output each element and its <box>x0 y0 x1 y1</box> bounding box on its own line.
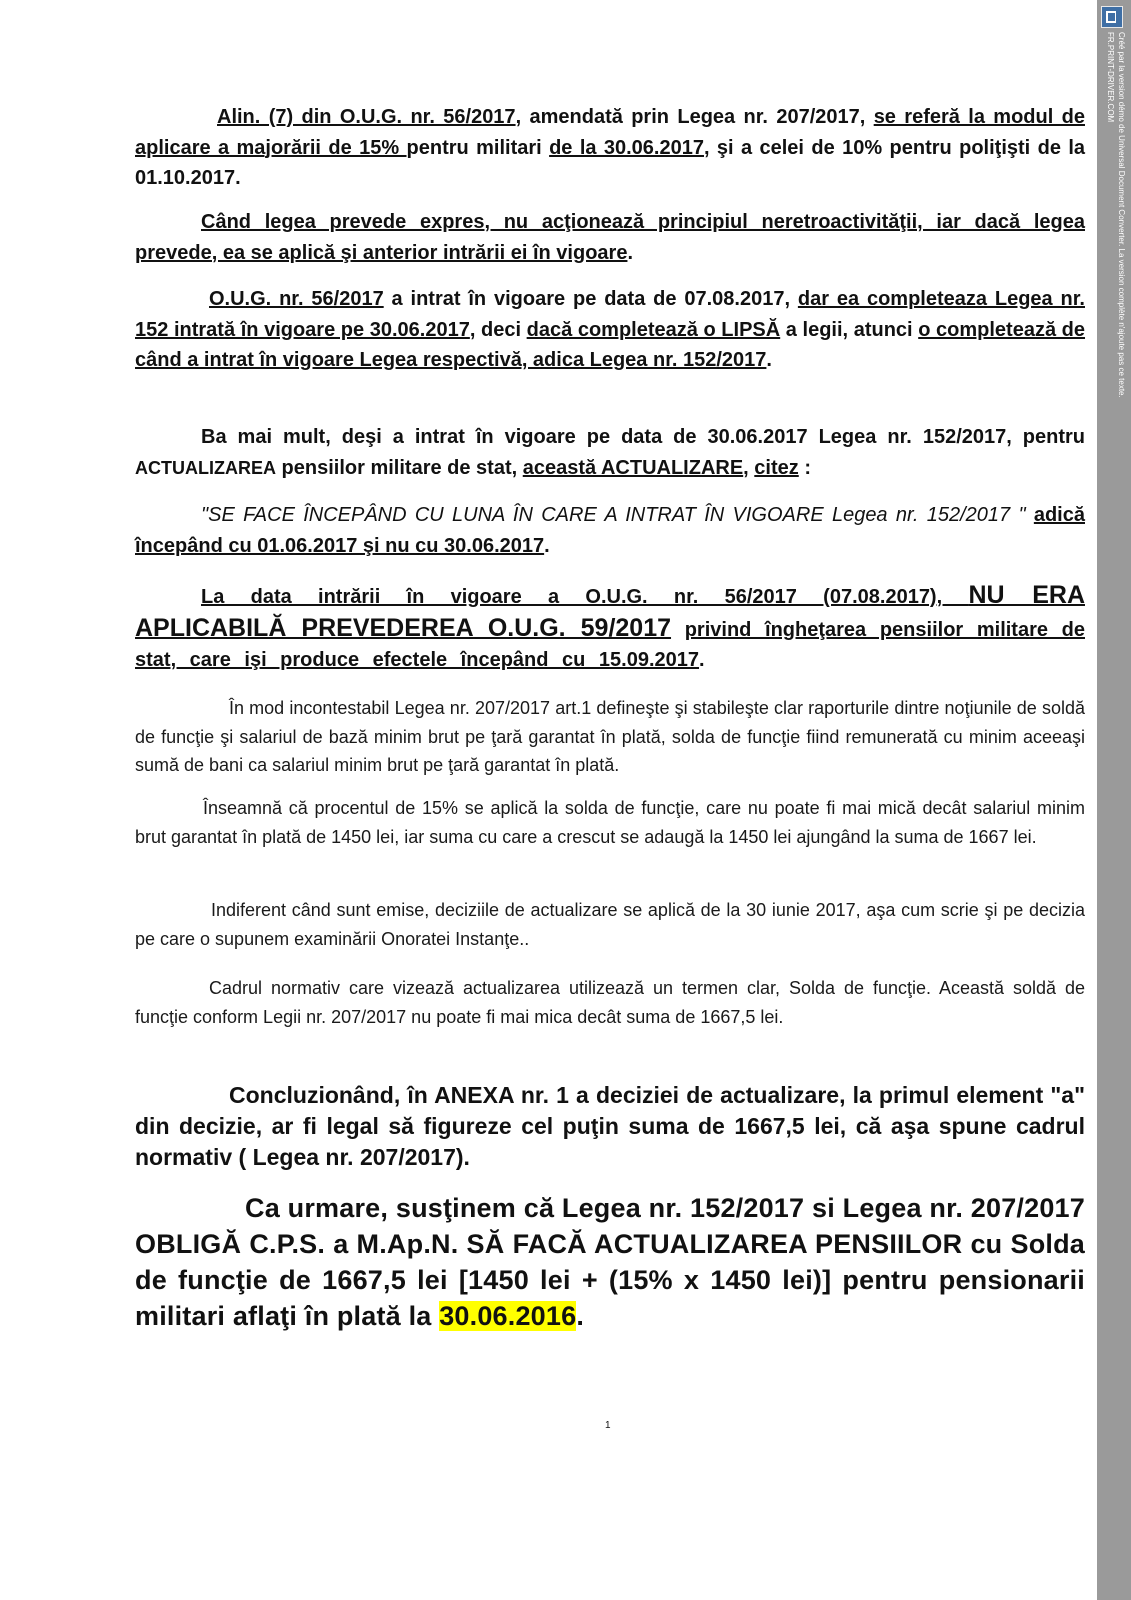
paragraph-3 <box>135 284 1085 376</box>
p2-b: . <box>627 241 634 264</box>
p4-c: pensiilor militare de stat, <box>276 456 523 479</box>
p5-d: . <box>544 534 550 557</box>
p1-d: pentru militari <box>406 136 550 159</box>
paragraph-4 <box>135 422 1085 483</box>
paragraph-11: Concluzionând, în ANEXA nr. 1 a deciziei de actualizare, la primul element "a" din decizie, ar fi legal să figureze cel puţin suma de 1667,5 lei, că aşa spune cadrul normativ ( Legea nr. 207/2017). <box>135 1082 1085 1170</box>
document-converter-icon <box>1101 6 1123 28</box>
p4-e: , <box>743 456 755 479</box>
p1-a: Alin. (7) din O.U.G. nr. 56/2017 <box>217 106 516 128</box>
paragraph-8: Înseamnă că procentul de 15% se aplică la solda de funcţie, care nu poate fi mai mică decât salariul minim brut garantat în plată de 1450 lei, iar suma cu care a crescut se adaugă la 1450 lei ajungând la suma de 1667 lei. <box>135 798 1085 847</box>
p12-c: . <box>576 1301 585 1331</box>
p3-h: . <box>766 349 772 371</box>
paragraph-10: Cadrul normativ care vizează actualizarea utilizează un termen clar, Solda de funcţie. Această soldă de funcţie conform Legii nr. 207/2017 nu poate fi mai mica decât suma de 1667,5 lei. <box>135 978 1085 1027</box>
p1-f: , şi a celei de 10% pentru poliţişti de la 01.10.2017. <box>135 136 1086 189</box>
page-number: 1 <box>605 1420 611 1431</box>
p4-f: citez <box>754 456 799 479</box>
p2-a: Când legea prevede expres, nu acţionează principiul neretroactivităţii, iar dacă legea prevede, ea se aplică şi anterior intrării ei în vigoare <box>135 211 1085 264</box>
paragraph-6 <box>135 580 1085 676</box>
p4-d: această ACTUALIZARE <box>522 456 744 479</box>
p3-d: , deci <box>469 318 527 341</box>
p3-f: a legii, atunci <box>780 318 919 341</box>
p12-a: Ca urmare, susţinem că Legea nr. 152/2017 si Legea nr. 207/2017 OBLIGĂ C.P.S. a M.Ap.N. SĂ FACĂ ACTUALIZAREA PENSIILOR cu Solda de funcţie de 1667,5 lei [1450 lei + (15% x 1450 lei)] pentru pensionarii militari aflaţi în plată la <box>135 1193 1085 1331</box>
paragraph-5 <box>135 500 1085 561</box>
p3-g: o completează de când a intrat în vigoare Legea respectivă, adica Legea nr. 152/2017 <box>135 318 1086 371</box>
p6-c <box>671 619 685 641</box>
p5-b <box>1026 504 1034 526</box>
p3-c: dar ea completeaza Legea nr. 152 intrată în vigoare pe 30.06.2017 <box>135 288 1085 341</box>
p4-g: : <box>798 456 811 479</box>
p1-c: se referă la modul de aplicare a majorării de 15% <box>135 106 1085 159</box>
p6-d: privind îngheţarea pensiilor militare de stat, care işi produce efectele începând cu 15.09.2017 <box>135 618 1085 671</box>
p1-e: de la 30.06.2017 <box>549 136 704 159</box>
p4-a: Ba mai mult, deşi a intrat în vigoare pe data de 30.06.2017 Legea nr. 152/2017, pentru <box>201 426 1085 448</box>
p5-a: "SE FACE ÎNCEPÂND CU LUNA ÎN CARE A INTRAT ÎN VIGOARE Legea nr. 152/2017 " <box>201 504 1026 526</box>
paragraph-9: Indiferent când sunt emise, deciziile de actualizare se aplică de la 30 iunie 2017, aşa cum scrie şi pe decizia pe care o supunem examinării Onoratei Instanţe.. <box>135 900 1085 949</box>
p1-b: , amendată prin Legea nr. 207/2017, <box>515 106 874 128</box>
p6-b: NU ERA APLICABILĂ PREVEDEREA O.U.G. 59/2017 <box>135 581 1085 642</box>
paragraph-1 <box>135 102 1085 194</box>
highlighted-date: 30.06.2016 <box>439 1301 577 1331</box>
paragraph-2 <box>135 207 1085 268</box>
paragraph-12 <box>135 1190 1085 1334</box>
p6-e: . <box>699 649 705 671</box>
watermark-line-2: FR.PRINT-DRIVER.COM <box>1106 32 1115 123</box>
p6-a: La data intrării în vigoare a O.U.G. nr. 56/2017 (07.08.2017), <box>201 586 969 608</box>
p3-a: O.U.G. nr. 56/2017 <box>209 288 384 310</box>
watermark-line-1: Créé par la version démo de Universal Document Converter. La version complète n'ajoute pas ce texte. <box>1117 32 1126 398</box>
p4-b: ACTUALIZAREA <box>135 457 276 478</box>
paragraph-7: În mod incontestabil Legea nr. 207/2017 art.1 defineşte şi stabileşte clar raporturile dintre noţiunile de soldă de funcţie şi salariul de bază minim brut pe ţară garantat în plată, solda de funcţie fiind remunerată cu minim aceeaşi sumă de bani ca salariul minim brut pe ţară garantat în plată. <box>135 698 1085 775</box>
p5-c: adică începând cu 01.06.2017 şi nu cu 30.06.2017 <box>135 504 1085 557</box>
watermark-text <box>1103 32 1127 398</box>
p3-e: dacă completează o LIPSĂ <box>526 318 781 341</box>
p3-b: a intrat în vigoare pe data de 07.08.2017, <box>383 288 798 310</box>
